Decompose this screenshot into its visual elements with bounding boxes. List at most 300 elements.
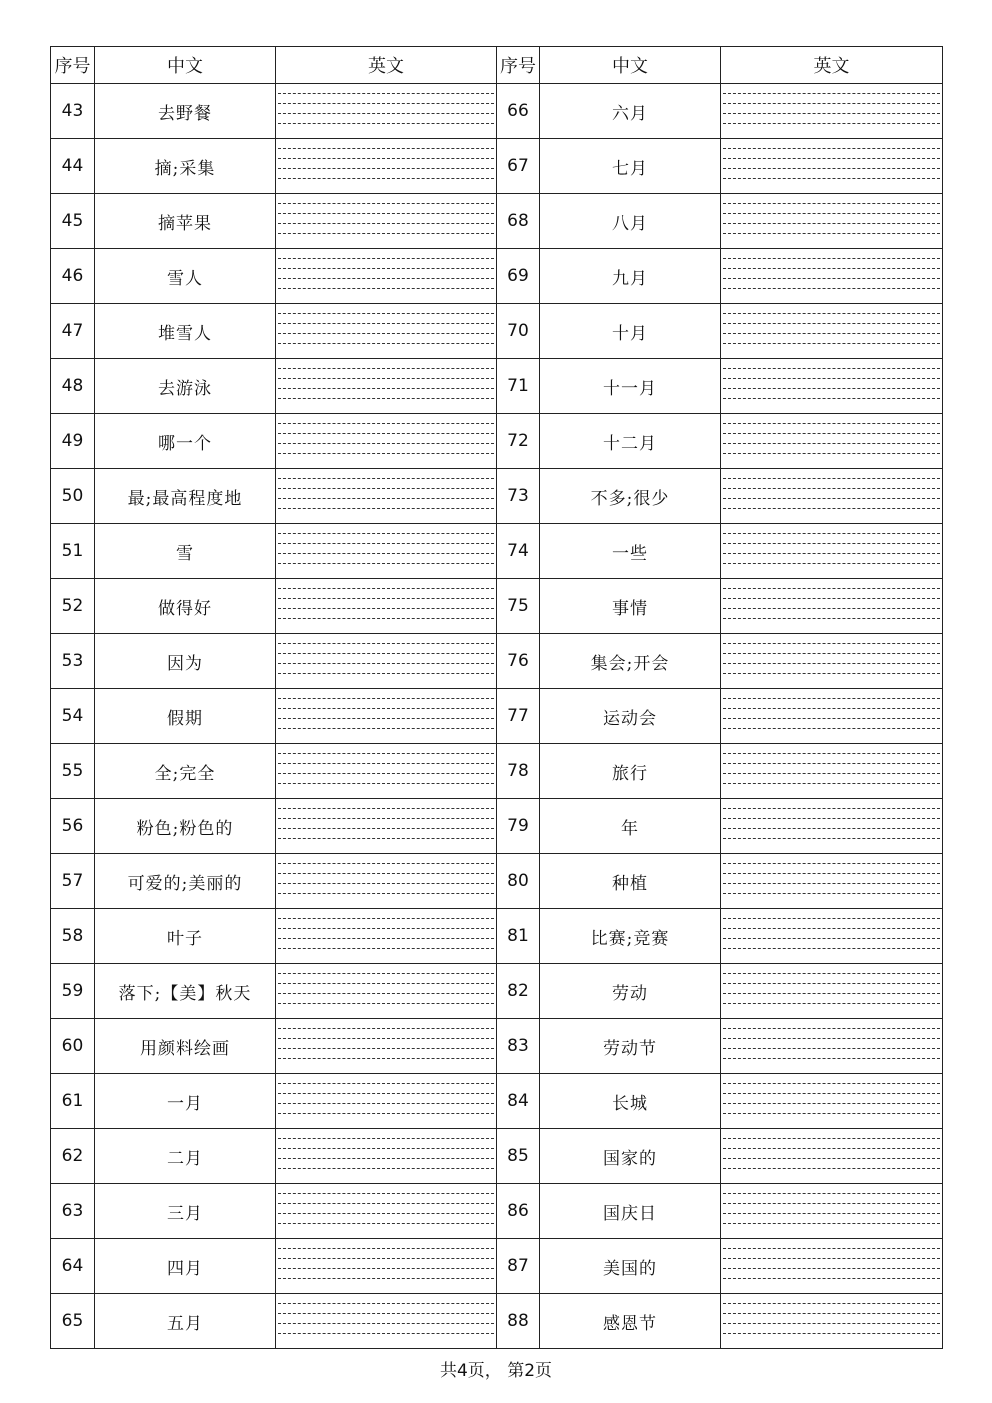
english-answer-field[interactable] <box>276 524 497 579</box>
english-answer-field[interactable] <box>721 744 943 799</box>
item-number: 63 <box>51 1184 95 1239</box>
chinese-word: 劳动节 <box>540 1019 721 1074</box>
table-row <box>51 1239 943 1294</box>
writing-guide-line <box>723 1323 940 1324</box>
chinese-word: 长城 <box>540 1074 721 1129</box>
english-answer-field[interactable] <box>721 1184 943 1239</box>
english-answer-field[interactable] <box>721 964 943 1019</box>
writing-guide-line <box>278 123 494 124</box>
writing-guide-line <box>278 1093 494 1094</box>
item-number: 75 <box>497 579 540 634</box>
writing-guide-line <box>723 663 940 664</box>
item-number: 44 <box>51 139 95 194</box>
writing-guide-line <box>723 433 940 434</box>
english-answer-field[interactable] <box>721 1019 943 1074</box>
english-answer-field[interactable] <box>721 854 943 909</box>
chinese-word: 二月 <box>95 1129 276 1184</box>
english-answer-field[interactable] <box>276 1074 497 1129</box>
english-answer-field[interactable] <box>276 84 497 139</box>
item-number: 43 <box>51 84 95 139</box>
writing-guide-line <box>723 808 940 809</box>
english-answer-field[interactable] <box>721 249 943 304</box>
writing-guide-line <box>278 443 494 444</box>
english-answer-field[interactable] <box>721 1239 943 1294</box>
writing-guide-line <box>278 278 494 279</box>
header-english-right: 英文 <box>721 47 943 84</box>
writing-guide-line <box>723 233 940 234</box>
writing-guide-line <box>278 508 494 509</box>
writing-guide-line <box>723 1168 940 1169</box>
chinese-word: 去野餐 <box>95 84 276 139</box>
writing-guide-line <box>723 1333 940 1334</box>
table-row <box>51 854 943 909</box>
writing-guide-line <box>723 113 940 114</box>
writing-guide-line <box>723 388 940 389</box>
table-row <box>51 84 943 139</box>
chinese-word: 十二月 <box>540 414 721 469</box>
item-number: 82 <box>497 964 540 1019</box>
chinese-word: 七月 <box>540 139 721 194</box>
writing-guide-line <box>278 1203 494 1204</box>
chinese-word: 因为 <box>95 634 276 689</box>
item-number: 45 <box>51 194 95 249</box>
chinese-word: 国家的 <box>540 1129 721 1184</box>
writing-guide-line <box>723 753 940 754</box>
chinese-word: 美国的 <box>540 1239 721 1294</box>
writing-guide-line <box>278 753 494 754</box>
writing-guide-line <box>278 563 494 564</box>
writing-guide-line <box>723 278 940 279</box>
chinese-word: 不多;很少 <box>540 469 721 524</box>
writing-guide-line <box>723 103 940 104</box>
chinese-word: 九月 <box>540 249 721 304</box>
writing-guide-line <box>723 1313 940 1314</box>
item-number: 85 <box>497 1129 540 1184</box>
writing-guide-line <box>723 398 940 399</box>
english-answer-field[interactable] <box>721 1129 943 1184</box>
english-answer-field[interactable] <box>721 139 943 194</box>
item-number: 66 <box>497 84 540 139</box>
writing-guide-line <box>723 1248 940 1249</box>
chinese-word: 堆雪人 <box>95 304 276 359</box>
english-answer-field[interactable] <box>276 1184 497 1239</box>
writing-guide-line <box>278 1333 494 1334</box>
writing-guide-line <box>278 983 494 984</box>
writing-guide-line <box>278 533 494 534</box>
writing-guide-line <box>723 983 940 984</box>
writing-guide-line <box>278 588 494 589</box>
writing-guide-line <box>723 553 940 554</box>
writing-guide-line <box>723 288 940 289</box>
writing-guide-line <box>278 1028 494 1029</box>
english-answer-field[interactable] <box>276 909 497 964</box>
writing-guide-line <box>278 378 494 379</box>
writing-guide-line <box>278 288 494 289</box>
writing-guide-line <box>278 498 494 499</box>
writing-guide-line <box>278 653 494 654</box>
english-answer-field[interactable] <box>721 579 943 634</box>
chinese-word: 雪人 <box>95 249 276 304</box>
writing-guide-line <box>723 708 940 709</box>
english-answer-field[interactable] <box>721 689 943 744</box>
english-answer-field[interactable] <box>276 964 497 1019</box>
chinese-word: 感恩节 <box>540 1294 721 1349</box>
writing-guide-line <box>278 708 494 709</box>
writing-guide-line <box>278 398 494 399</box>
writing-guide-line <box>278 598 494 599</box>
writing-guide-line <box>723 478 940 479</box>
english-answer-field[interactable] <box>276 579 497 634</box>
table-row <box>51 909 943 964</box>
writing-guide-line <box>723 1113 940 1114</box>
writing-guide-line <box>278 478 494 479</box>
english-answer-field[interactable] <box>721 359 943 414</box>
item-number: 67 <box>497 139 540 194</box>
writing-guide-line <box>278 763 494 764</box>
writing-guide-line <box>723 498 940 499</box>
writing-guide-line <box>723 488 940 489</box>
writing-guide-line <box>278 1313 494 1314</box>
writing-guide-line <box>278 1113 494 1114</box>
writing-guide-line <box>723 1048 940 1049</box>
item-number: 58 <box>51 909 95 964</box>
item-number: 78 <box>497 744 540 799</box>
item-number: 49 <box>51 414 95 469</box>
chinese-word: 年 <box>540 799 721 854</box>
writing-guide-line <box>278 938 494 939</box>
writing-guide-line <box>723 423 940 424</box>
chinese-word: 摘苹果 <box>95 194 276 249</box>
english-answer-field[interactable] <box>276 194 497 249</box>
table-row <box>51 414 943 469</box>
writing-guide-line <box>723 1103 940 1104</box>
writing-guide-line <box>278 1138 494 1139</box>
item-number: 51 <box>51 524 95 579</box>
writing-guide-line <box>723 773 940 774</box>
item-number: 48 <box>51 359 95 414</box>
table-row <box>51 304 943 359</box>
writing-guide-line <box>723 588 940 589</box>
english-answer-field[interactable] <box>276 1294 497 1349</box>
chinese-word: 八月 <box>540 194 721 249</box>
writing-guide-line <box>723 818 940 819</box>
english-answer-field[interactable] <box>721 634 943 689</box>
chinese-word: 叶子 <box>95 909 276 964</box>
writing-guide-line <box>278 828 494 829</box>
chinese-word: 种植 <box>540 854 721 909</box>
writing-guide-line <box>723 563 940 564</box>
writing-guide-line <box>723 1058 940 1059</box>
writing-guide-line <box>723 1083 940 1084</box>
writing-guide-line <box>278 388 494 389</box>
english-answer-field[interactable] <box>276 1019 497 1074</box>
chinese-word: 粉色;粉色的 <box>95 799 276 854</box>
writing-guide-line <box>278 873 494 874</box>
writing-guide-line <box>723 378 940 379</box>
english-answer-field[interactable] <box>276 359 497 414</box>
table-row <box>51 579 943 634</box>
chinese-word: 假期 <box>95 689 276 744</box>
writing-guide-line <box>723 533 940 534</box>
writing-guide-line <box>278 333 494 334</box>
writing-guide-line <box>278 1158 494 1159</box>
english-answer-field[interactable] <box>721 84 943 139</box>
table-row <box>51 1019 943 1074</box>
chinese-word: 可爱的;美丽的 <box>95 854 276 909</box>
writing-guide-line <box>723 928 940 929</box>
writing-guide-line <box>278 213 494 214</box>
chinese-word: 事情 <box>540 579 721 634</box>
writing-guide-line <box>723 863 940 864</box>
english-answer-field[interactable] <box>721 1294 943 1349</box>
writing-guide-line <box>723 883 940 884</box>
writing-guide-line <box>723 873 940 874</box>
writing-guide-line <box>278 323 494 324</box>
writing-guide-line <box>723 1213 940 1214</box>
writing-guide-line <box>278 1058 494 1059</box>
writing-guide-line <box>278 783 494 784</box>
writing-guide-line <box>278 1038 494 1039</box>
writing-guide-line <box>723 828 940 829</box>
vocabulary-table <box>50 46 943 1349</box>
writing-guide-line <box>723 993 940 994</box>
writing-guide-line <box>723 608 940 609</box>
writing-guide-line <box>278 1268 494 1269</box>
item-number: 65 <box>51 1294 95 1349</box>
chinese-word: 国庆日 <box>540 1184 721 1239</box>
item-number: 83 <box>497 1019 540 1074</box>
chinese-word: 比赛;竞赛 <box>540 909 721 964</box>
item-number: 86 <box>497 1184 540 1239</box>
chinese-word: 旅行 <box>540 744 721 799</box>
item-number: 69 <box>497 249 540 304</box>
writing-guide-line <box>278 423 494 424</box>
writing-guide-line <box>723 313 940 314</box>
item-number: 57 <box>51 854 95 909</box>
header-row <box>51 47 943 84</box>
english-answer-field[interactable] <box>276 634 497 689</box>
chinese-word: 落下;【美】秋天 <box>95 964 276 1019</box>
table-row <box>51 524 943 579</box>
writing-guide-line <box>278 1278 494 1279</box>
writing-guide-line <box>278 838 494 839</box>
item-number: 55 <box>51 744 95 799</box>
english-answer-field[interactable] <box>721 909 943 964</box>
english-answer-field[interactable] <box>276 469 497 524</box>
writing-guide-line <box>723 508 940 509</box>
header-chinese-right: 中文 <box>540 47 721 84</box>
writing-guide-line <box>278 618 494 619</box>
writing-guide-line <box>723 258 940 259</box>
item-number: 71 <box>497 359 540 414</box>
english-answer-field[interactable] <box>276 1129 497 1184</box>
item-number: 64 <box>51 1239 95 1294</box>
table-row <box>51 1294 943 1349</box>
chinese-word: 全;完全 <box>95 744 276 799</box>
writing-guide-line <box>278 818 494 819</box>
chinese-word: 做得好 <box>95 579 276 634</box>
writing-guide-line <box>278 113 494 114</box>
item-number: 87 <box>497 1239 540 1294</box>
writing-guide-line <box>723 618 940 619</box>
writing-guide-line <box>723 223 940 224</box>
english-answer-field[interactable] <box>276 744 497 799</box>
item-number: 84 <box>497 1074 540 1129</box>
item-number: 72 <box>497 414 540 469</box>
writing-guide-line <box>278 453 494 454</box>
writing-guide-line <box>723 333 940 334</box>
writing-guide-line <box>723 123 940 124</box>
header-chinese-left: 中文 <box>95 47 276 84</box>
header-english-left: 英文 <box>276 47 497 84</box>
english-answer-field[interactable] <box>276 854 497 909</box>
writing-guide-line <box>723 1148 940 1149</box>
writing-guide-line <box>278 1048 494 1049</box>
writing-guide-line <box>723 893 940 894</box>
chinese-word: 四月 <box>95 1239 276 1294</box>
item-number: 56 <box>51 799 95 854</box>
item-number: 61 <box>51 1074 95 1129</box>
table-row <box>51 249 943 304</box>
writing-guide-line <box>278 1148 494 1149</box>
chinese-word: 十月 <box>540 304 721 359</box>
item-number: 77 <box>497 689 540 744</box>
writing-guide-line <box>723 543 940 544</box>
english-answer-field[interactable] <box>721 414 943 469</box>
english-answer-field[interactable] <box>276 799 497 854</box>
writing-guide-line <box>723 343 940 344</box>
table-row <box>51 689 943 744</box>
english-answer-field[interactable] <box>276 1239 497 1294</box>
writing-guide-line <box>278 948 494 949</box>
chinese-word: 五月 <box>95 1294 276 1349</box>
chinese-word: 去游泳 <box>95 359 276 414</box>
writing-guide-line <box>278 268 494 269</box>
writing-guide-line <box>723 1223 940 1224</box>
english-answer-field[interactable] <box>721 194 943 249</box>
writing-guide-line <box>723 368 940 369</box>
writing-guide-line <box>723 203 940 204</box>
writing-guide-line <box>278 168 494 169</box>
item-number: 62 <box>51 1129 95 1184</box>
writing-guide-line <box>278 918 494 919</box>
writing-guide-line <box>723 763 940 764</box>
writing-guide-line <box>278 1303 494 1304</box>
writing-guide-line <box>278 93 494 94</box>
writing-guide-line <box>723 1093 940 1094</box>
writing-guide-line <box>278 928 494 929</box>
writing-guide-line <box>278 973 494 974</box>
writing-guide-line <box>723 673 940 674</box>
item-number: 59 <box>51 964 95 1019</box>
writing-guide-line <box>278 608 494 609</box>
table-row <box>51 744 943 799</box>
table-row <box>51 634 943 689</box>
writing-guide-line <box>723 1203 940 1204</box>
item-number: 81 <box>497 909 540 964</box>
chinese-word: 三月 <box>95 1184 276 1239</box>
item-number: 74 <box>497 524 540 579</box>
item-number: 76 <box>497 634 540 689</box>
writing-guide-line <box>278 1248 494 1249</box>
header-number-left: 序号 <box>51 47 95 84</box>
writing-guide-line <box>723 1193 940 1194</box>
table-row <box>51 799 943 854</box>
writing-guide-line <box>723 148 940 149</box>
english-answer-field[interactable] <box>276 304 497 359</box>
writing-guide-line <box>723 1258 940 1259</box>
writing-guide-line <box>278 1223 494 1224</box>
writing-guide-line <box>723 158 940 159</box>
writing-guide-line <box>278 258 494 259</box>
english-answer-field[interactable] <box>276 414 497 469</box>
writing-guide-line <box>723 938 940 939</box>
item-number: 46 <box>51 249 95 304</box>
writing-guide-line <box>278 203 494 204</box>
writing-guide-line <box>278 223 494 224</box>
english-answer-field[interactable] <box>276 689 497 744</box>
english-answer-field[interactable] <box>721 469 943 524</box>
item-number: 79 <box>497 799 540 854</box>
english-answer-field[interactable] <box>276 139 497 194</box>
english-answer-field[interactable] <box>721 524 943 579</box>
writing-guide-line <box>278 1213 494 1214</box>
writing-guide-line <box>723 1028 940 1029</box>
writing-guide-line <box>723 213 940 214</box>
writing-guide-line <box>278 148 494 149</box>
writing-guide-line <box>278 543 494 544</box>
writing-guide-line <box>278 993 494 994</box>
chinese-word: 雪 <box>95 524 276 579</box>
writing-guide-line <box>723 1303 940 1304</box>
writing-guide-line <box>278 863 494 864</box>
english-answer-field[interactable] <box>276 249 497 304</box>
chinese-word: 劳动 <box>540 964 721 1019</box>
english-answer-field[interactable] <box>721 1074 943 1129</box>
writing-guide-line <box>278 893 494 894</box>
chinese-word: 摘;采集 <box>95 139 276 194</box>
writing-guide-line <box>278 808 494 809</box>
english-answer-field[interactable] <box>721 304 943 359</box>
writing-guide-line <box>723 783 940 784</box>
table-row <box>51 1129 943 1184</box>
vocabulary-worksheet <box>50 46 942 1349</box>
writing-guide-line <box>723 1138 940 1139</box>
writing-guide-line <box>723 698 940 699</box>
writing-guide-line <box>723 973 940 974</box>
writing-guide-line <box>723 443 940 444</box>
table-row <box>51 194 943 249</box>
item-number: 54 <box>51 689 95 744</box>
chinese-word: 哪一个 <box>95 414 276 469</box>
writing-guide-line <box>723 453 940 454</box>
writing-guide-line <box>723 323 940 324</box>
writing-guide-line <box>278 1193 494 1194</box>
writing-guide-line <box>723 1268 940 1269</box>
writing-guide-line <box>278 1103 494 1104</box>
writing-guide-line <box>723 948 940 949</box>
writing-guide-line <box>278 673 494 674</box>
writing-guide-line <box>723 728 940 729</box>
table-row <box>51 469 943 524</box>
writing-guide-line <box>723 1158 940 1159</box>
chinese-word: 一些 <box>540 524 721 579</box>
writing-guide-line <box>723 718 940 719</box>
writing-guide-line <box>278 773 494 774</box>
writing-guide-line <box>278 368 494 369</box>
writing-guide-line <box>723 918 940 919</box>
english-answer-field[interactable] <box>721 799 943 854</box>
